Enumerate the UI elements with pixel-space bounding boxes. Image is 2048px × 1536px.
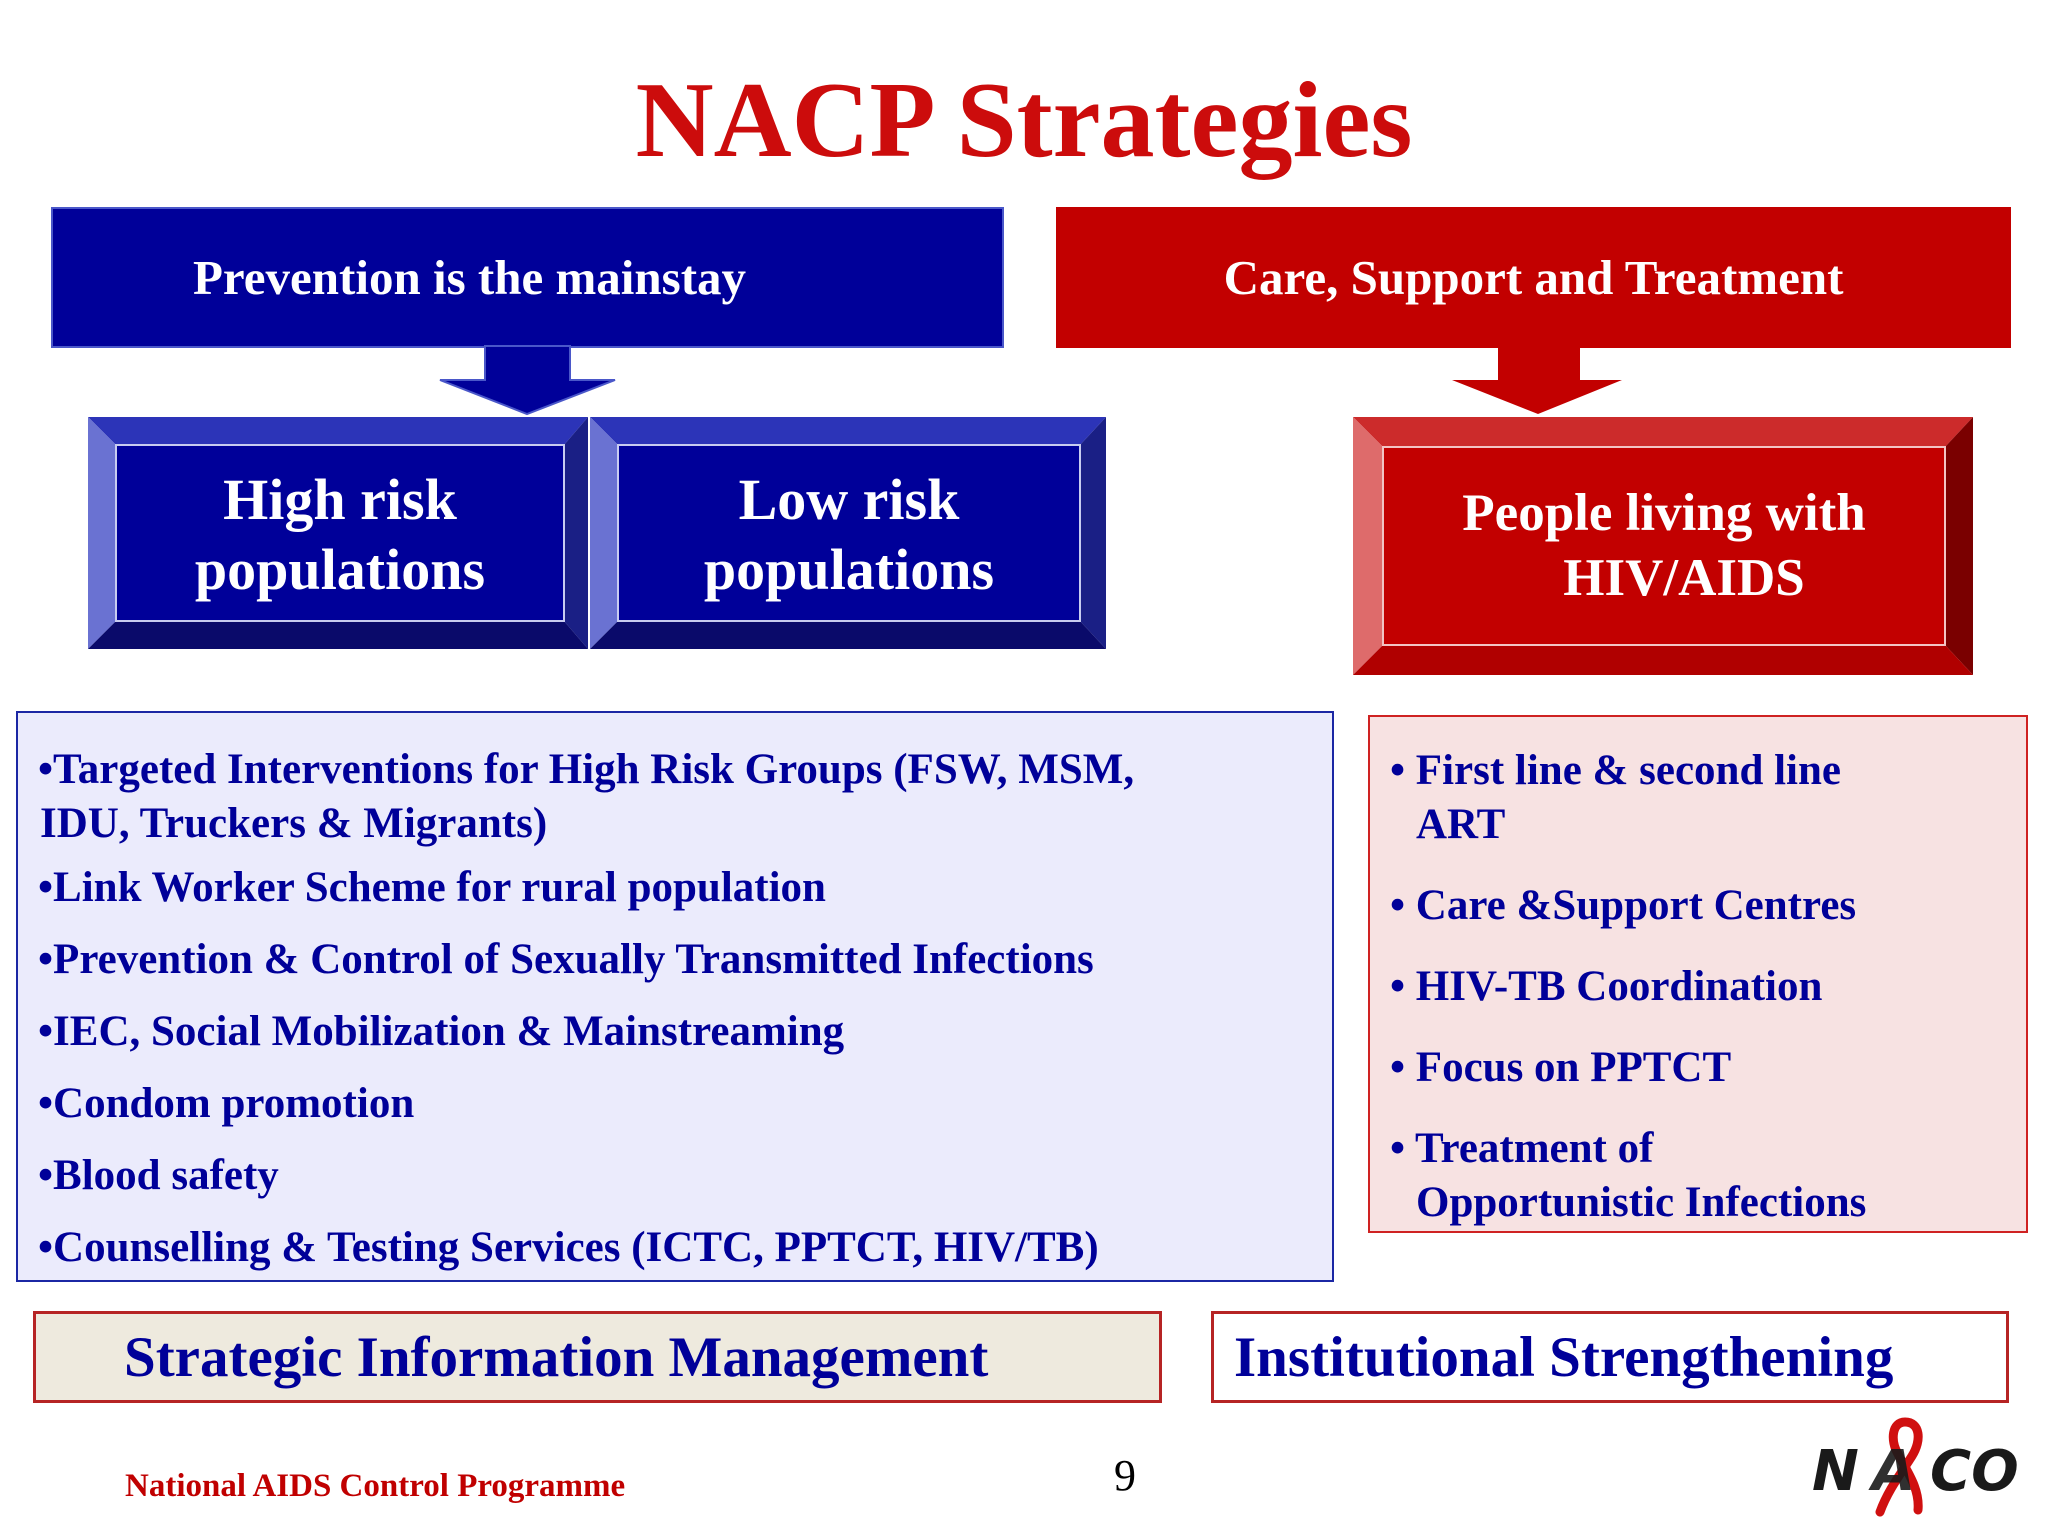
plhiv-line2: HIV/AIDS [1563,549,1805,607]
list-item: •Prevention & Control of Sexually Transmitted Infections [38,936,1094,983]
list-item: • Focus on PPTCT [1390,1044,1732,1091]
prevention-banner-label: Prevention is the mainstay [193,250,747,305]
strategic-information-management-box [33,1311,1162,1403]
naco-logo [1810,1410,2035,1525]
svg-text:CO: CO [1930,1439,2019,1504]
low-risk-line1: Low risk [738,467,960,532]
high-risk-line2: populations [194,536,486,602]
list-item: •Blood safety [38,1152,279,1199]
list-item: •Condom promotion [38,1080,415,1127]
list-item: •Link Worker Scheme for rural population [38,864,826,911]
list-item: • HIV-TB Coordination [1390,963,1823,1010]
prevention-strategies-list [16,711,1334,1282]
bullet-text: • First line & second line [1390,747,1841,794]
high-risk-line1: High risk [223,467,457,532]
care-down-arrow [1440,346,1630,416]
institutional-strengthening-box [1211,1311,2009,1403]
programme-name: National AIDS Control Programme [125,1468,626,1504]
plhiv-box [1353,417,1973,675]
bullet-text-cont: ART [1416,801,1506,848]
bullet-text: • Treatment of [1390,1125,1654,1172]
list-item [1390,744,1841,852]
prevention-banner [51,207,1004,348]
low-risk-populations-box [590,417,1106,649]
plhiv-line1: People living with [1462,484,1866,542]
institutional-strengthening-label: Institutional Strengthening [1234,1325,1894,1389]
page-title: NACP Strategies [635,61,1413,180]
page-number: 9 [1114,1451,1136,1500]
list-item [38,743,1134,851]
list-item: •IEC, Social Mobilization & Mainstreaming [38,1008,845,1055]
list-item: • Care &Support Centres [1390,882,1857,929]
bullet-text-cont: IDU, Truckers & Migrants) [40,800,548,847]
low-risk-line2: populations [703,536,995,602]
bullet-text: •Targeted Interventions for High Risk Groups (FSW, MSM, [38,746,1135,793]
prevention-down-arrow [430,346,620,416]
care-strategies-list [1368,715,2028,1233]
care-banner [1056,207,2011,348]
list-item: •Counselling & Testing Services (ICTC, PPTCT, HIV/TB) [38,1224,1099,1271]
care-banner-label: Care, Support and Treatment [1223,250,1844,305]
list-item [1390,1122,1866,1230]
strategic-information-management-label: Strategic Information Management [124,1325,989,1389]
svg-text:N: N [1812,1439,1863,1504]
bullet-text-cont: Opportunistic Infections [1416,1179,1867,1226]
high-risk-populations-box [88,417,588,649]
svg-text:A: A [1872,1439,1916,1504]
